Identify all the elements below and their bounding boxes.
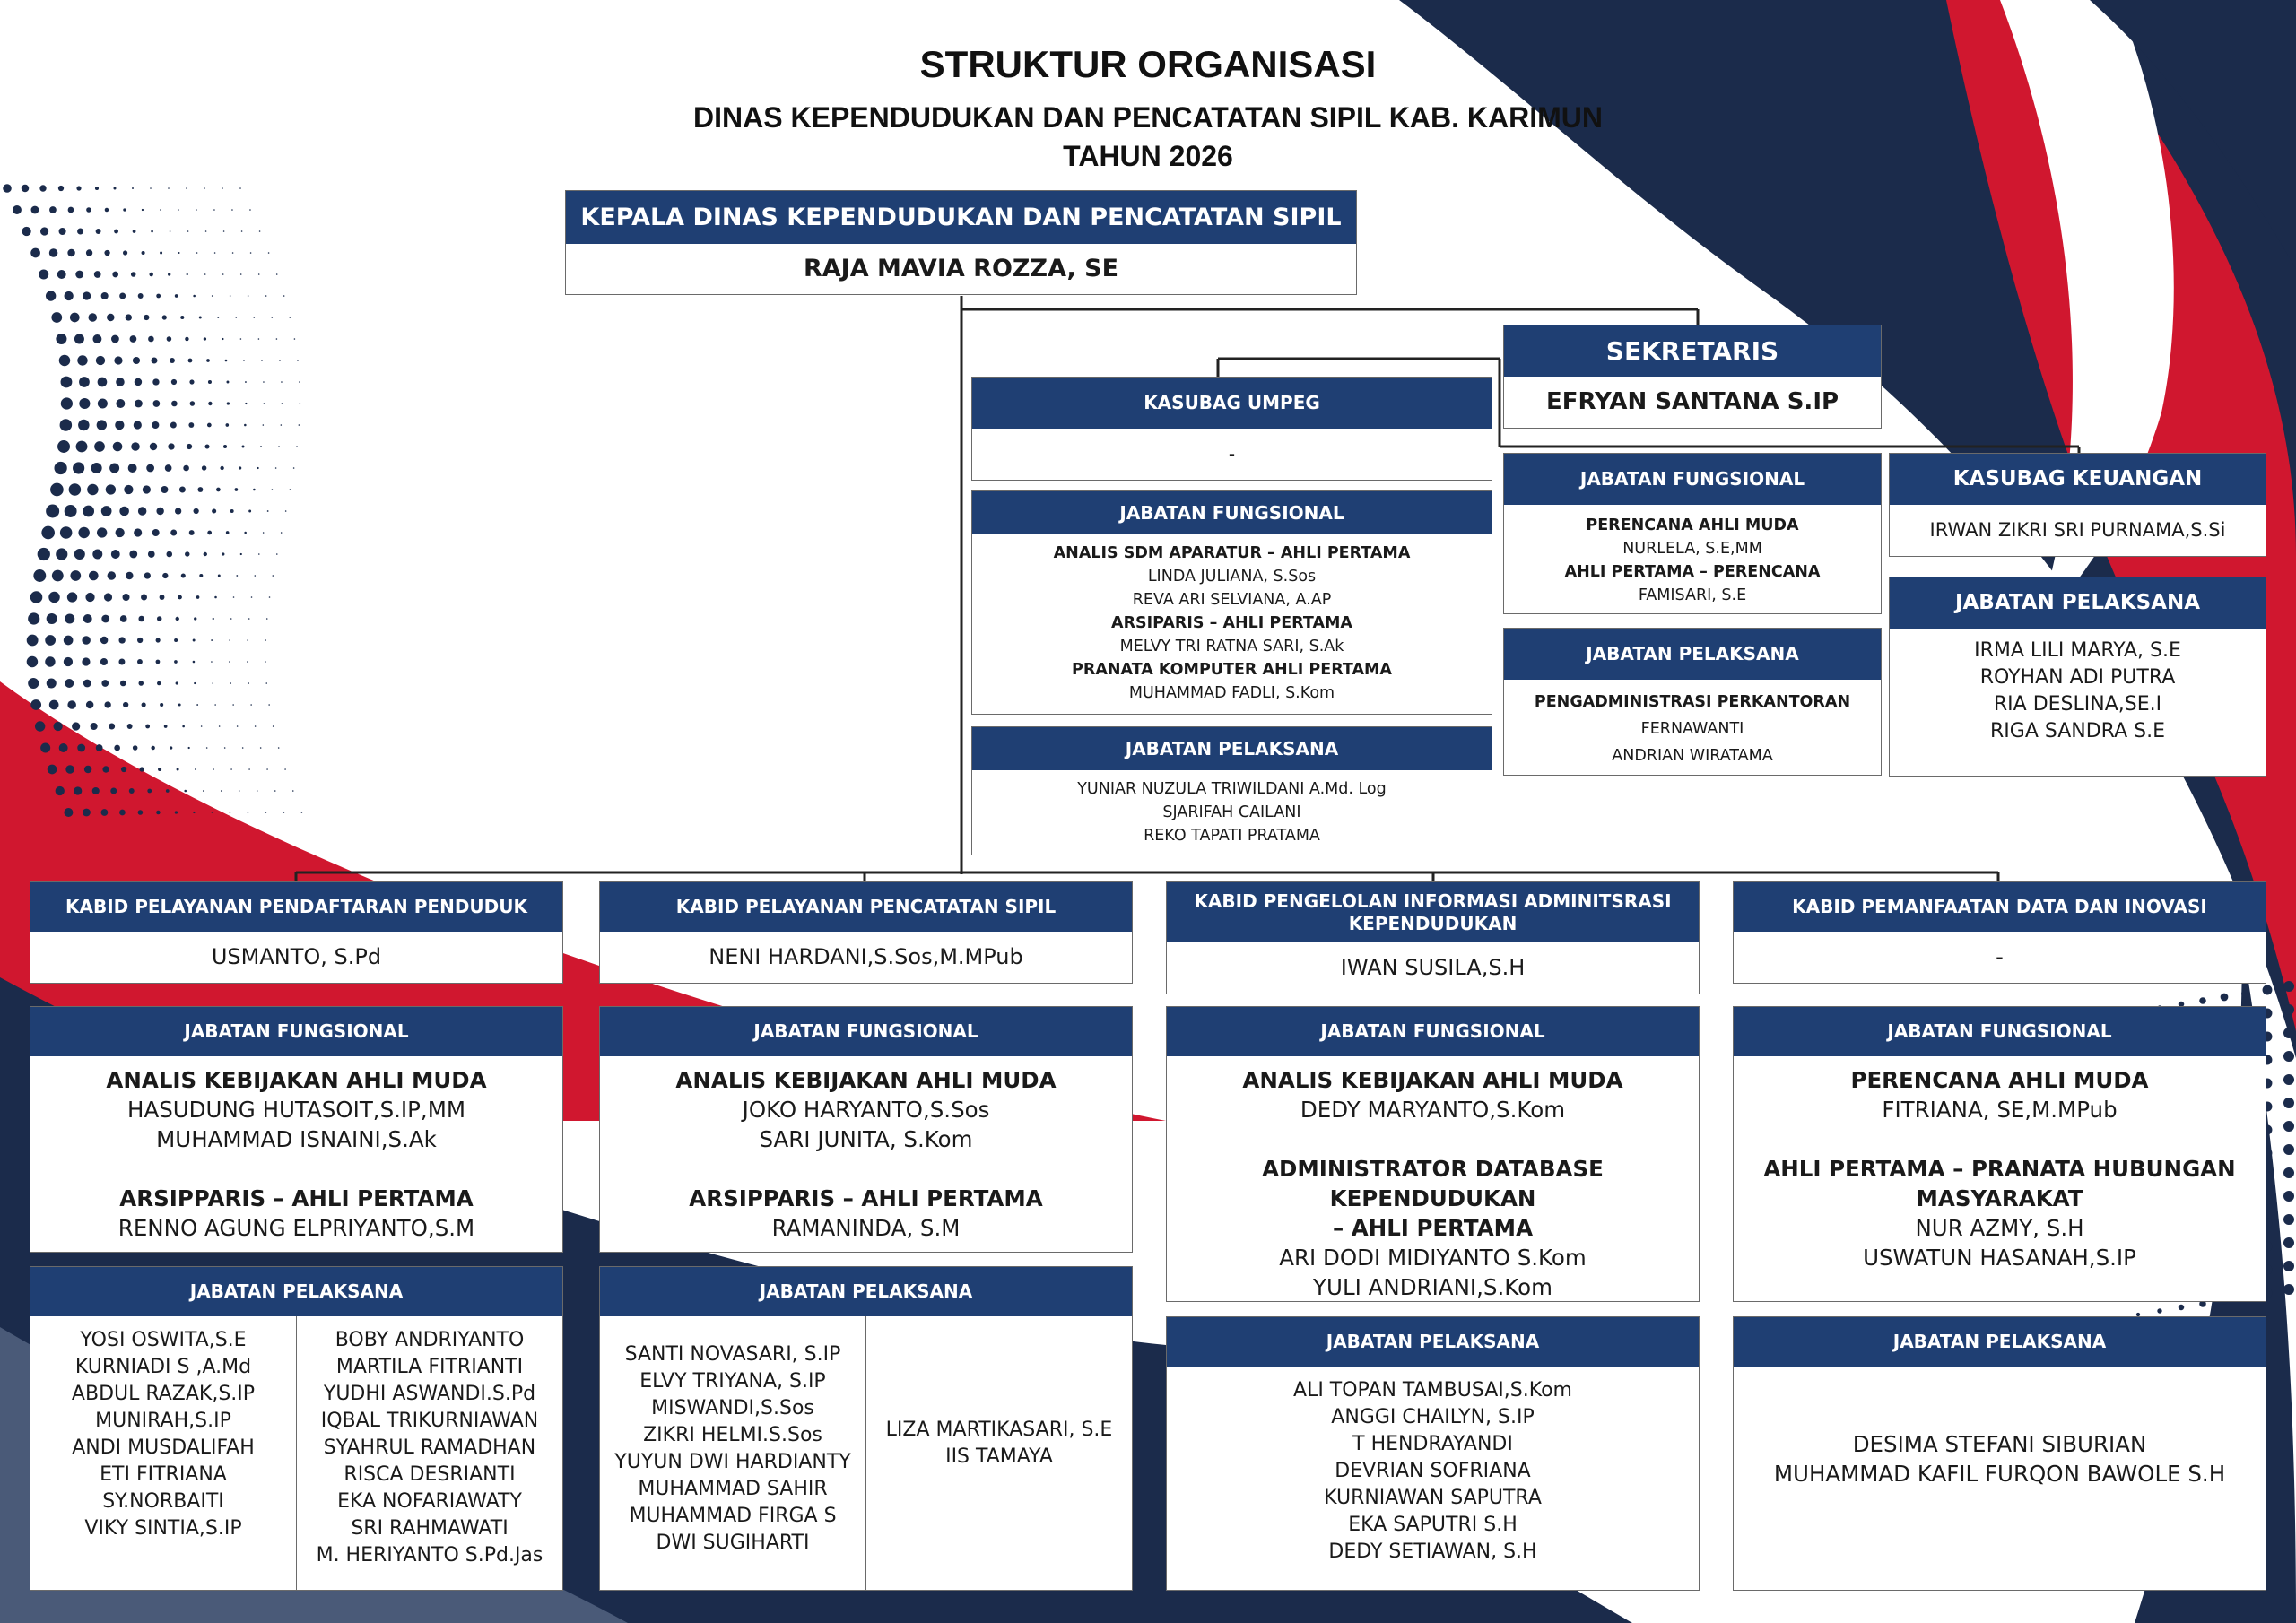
kasubag-keuangan-name: IRWAN ZIKRI SRI PURNAMA,S.Si <box>1929 519 2226 541</box>
list-item <box>1167 1124 1699 1154</box>
list-item: PRANATA KOMPUTER AHLI PERTAMA <box>1072 661 1392 679</box>
list-item: MUNIRAH,S.IP <box>95 1410 231 1432</box>
list-item: SARI JUNITA, S.Kom <box>759 1126 973 1152</box>
list-item: DESIMA STEFANI SIBURIAN <box>1852 1431 2147 1457</box>
list-item: BOBY ANDRIYANTO <box>335 1329 525 1351</box>
list-item: RENNO AGUNG ELPRIYANTO,S.M <box>117 1215 475 1241</box>
kabid-1-title: KABID PELAYANAN PENDAFTARAN PENDUDUK <box>30 882 562 932</box>
list-item: MARTILA FITRIANTI <box>335 1356 524 1378</box>
kabid-2-fungsional-list <box>600 1056 1132 1243</box>
kepala-dinas-box <box>565 190 1357 295</box>
kabid-4-fungsional-title: JABATAN FUNGSIONAL <box>1734 1007 2266 1056</box>
list-item: NURLELA, S.E,MM <box>1622 540 1762 558</box>
kabid-pendaftaran-box <box>30 881 563 984</box>
umpeg-pelaksana-box <box>971 726 1492 855</box>
umpeg-fungsional-box <box>971 490 1492 715</box>
kabid-2-pelaksana-title: JABATAN PELAKSANA <box>600 1267 1132 1316</box>
sekretaris-fungsional-list <box>1504 505 1881 607</box>
list-item: ADMINISTRATOR DATABASE KEPENDUDUKAN <box>1262 1156 1604 1211</box>
list-item: SANTI NOVASARI, S.IP <box>624 1343 841 1366</box>
list-item: PERENCANA AHLI MUDA <box>1586 516 1799 534</box>
list-item: EKA NOFARIAWATY <box>337 1490 522 1513</box>
list-item: ANDRIAN WIRATAMA <box>1612 747 1773 765</box>
kasubag-keuangan-title: KASUBAG KEUANGAN <box>1890 454 2266 505</box>
list-item: YULI ANDRIANI,S.Kom <box>1313 1274 1552 1300</box>
list-item: MUHAMMAD FADLI, S.Kom <box>1128 684 1335 702</box>
list-item: IIS TAMAYA <box>945 1445 1053 1468</box>
list-item: REVA ARI SELVIANA, A.AP <box>1132 591 1332 609</box>
list-item: ANALIS KEBIJAKAN AHLI MUDA <box>1242 1067 1623 1093</box>
kabid-3-title: KABID PENGELOLAN INFORMASI ADMINITSRASI KEPENDUDUKAN <box>1167 882 1699 942</box>
list-item: SYAHRUL RAMADHAN <box>323 1436 536 1459</box>
kepala-dinas-name: RAJA MAVIA ROZZA, SE <box>803 255 1119 282</box>
list-item: ROYHAN ADI PUTRA <box>1979 666 2176 689</box>
sekretaris-fungsional-title: JABATAN FUNGSIONAL <box>1504 454 1881 505</box>
kabid-1-name: USMANTO, S.Pd <box>211 944 382 969</box>
list-item: YUYUN DWI HARDIANTY <box>614 1451 851 1473</box>
umpeg-pelaksana-title: JABATAN PELAKSANA <box>972 727 1492 770</box>
kabid-2-title: KABID PELAYANAN PENCATATAN SIPIL <box>600 882 1132 932</box>
umpeg-pelaksana-list <box>972 770 1492 847</box>
list-item: HASUDUNG HUTASOIT,S.IP,MM <box>127 1097 465 1123</box>
kabid-3-fungsional-list <box>1167 1056 1699 1302</box>
kasubag-umpeg-title: KASUBAG UMPEG <box>972 378 1492 429</box>
list-item: DEVRIAN SOFRIANA <box>1335 1460 1531 1482</box>
list-item: MUHAMMAD ISNAINI,S.Ak <box>156 1126 437 1152</box>
kabid-2-fungsional-box <box>599 1006 1133 1253</box>
list-item: MUHAMMAD FIRGA S <box>629 1505 837 1527</box>
list-item: ZIKRI HELMI.S.Sos <box>643 1424 822 1446</box>
kabid-4-pelaksana-list <box>1734 1367 2266 1488</box>
sekretaris-pelaksana-title: JABATAN PELAKSANA <box>1504 629 1881 680</box>
kabid-1-pelaksana-box <box>30 1266 563 1591</box>
kabid-pemanfaatan-box <box>1733 881 2266 984</box>
list-item: ANALIS KEBIJAKAN AHLI MUDA <box>675 1067 1057 1093</box>
kabid-3-pelaksana-box <box>1166 1316 1700 1591</box>
list-item: EKA SAPUTRI S.H <box>1348 1514 1518 1536</box>
list-item: PENGADMINISTRASI PERKANTORAN <box>1534 693 1851 711</box>
list-item: ALI TOPAN TAMBUSAI,S.Kom <box>1293 1379 1572 1402</box>
keuangan-pelaksana-list <box>1890 629 2266 745</box>
list-item <box>30 1154 562 1184</box>
list-item: RIGA SANDRA S.E <box>1990 720 2165 742</box>
kabid-3-fungsional-title: JABATAN FUNGSIONAL <box>1167 1007 1699 1056</box>
kabid-2-pelaksana-col-1 <box>600 1316 865 1590</box>
list-item: YUNIAR NUZULA TRIWILDANI A.Md. Log <box>1077 780 1387 798</box>
list-item: ANGGI CHAILYN, S.IP <box>1331 1406 1535 1428</box>
sekretaris-box <box>1503 325 1882 429</box>
list-item: IQBAL TRIKURNIAWAN <box>320 1410 539 1432</box>
kabid-4-title: KABID PEMANFAATAN DATA DAN INOVASI <box>1734 882 2266 932</box>
kabid-2-pelaksana-col-2 <box>865 1316 1132 1590</box>
list-item: DEDY SETIAWAN, S.H <box>1328 1541 1537 1563</box>
kepala-dinas-title: KEPALA DINAS KEPENDUDUKAN DAN PENCATATAN SIPIL <box>566 191 1356 244</box>
kasubag-keuangan-box <box>1889 453 2266 557</box>
list-item: LINDA JULIANA, S.Sos <box>1147 568 1317 586</box>
list-item: SRI RAHMAWATI <box>351 1517 509 1540</box>
sekretaris-name: EFRYAN SANTANA S.IP <box>1545 388 1839 415</box>
list-item: YUDHI ASWANDI.S.Pd <box>323 1383 536 1405</box>
list-item: RAMANINDA, S.M <box>771 1215 961 1241</box>
keuangan-pelaksana-box <box>1889 577 2266 777</box>
list-item: YOSI OSWITA,S.E <box>80 1329 247 1351</box>
list-item: PERENCANA AHLI MUDA <box>1850 1067 2149 1093</box>
list-item: AHLI PERTAMA – PRANATA HUBUNGAN <box>1763 1156 2236 1182</box>
list-item: JOKO HARYANTO,S.Sos <box>742 1097 990 1123</box>
list-item: MISWANDI,S.Sos <box>651 1397 814 1419</box>
list-item: M. HERIYANTO S.Pd.Jas <box>316 1544 544 1567</box>
kabid-4-name: - <box>1996 944 2004 969</box>
umpeg-fungsional-list <box>972 534 1492 705</box>
list-item: MUHAMMAD KAFIL FURQON BAWOLE S.H <box>1773 1461 2226 1487</box>
list-item: DEDY MARYANTO,S.Kom <box>1300 1097 1566 1123</box>
page-year: TAHUN 2026 <box>1063 140 1233 172</box>
list-item: KURNIADI S ,A.Md <box>74 1356 252 1378</box>
list-item: T HENDRAYANDI <box>1352 1433 1513 1455</box>
kabid-4-fungsional-box <box>1733 1006 2266 1302</box>
list-item: KURNIAWAN SAPUTRA <box>1324 1487 1542 1509</box>
list-item: FAMISARI, S.E <box>1638 586 1747 604</box>
kabid-1-fungsional-box <box>30 1006 563 1253</box>
kabid-1-fungsional-list <box>30 1056 562 1243</box>
list-item: ANALIS SDM APARATUR – AHLI PERTAMA <box>1053 544 1411 562</box>
list-item: FITRIANA, SE,M.MPub <box>1882 1097 2118 1123</box>
kabid-1-fungsional-title: JABATAN FUNGSIONAL <box>30 1007 562 1056</box>
sekretaris-pelaksana-list <box>1504 680 1881 769</box>
kabid-3-pelaksana-title: JABATAN PELAKSANA <box>1167 1317 1699 1367</box>
list-item: AHLI PERTAMA – PERENCANA <box>1564 563 1821 581</box>
kabid-2-name: NENI HARDANI,S.Sos,M.MPub <box>709 944 1023 969</box>
list-item <box>1734 1124 2266 1154</box>
list-item: REKO TAPATI PRATAMA <box>1144 827 1320 845</box>
list-item: RISCA DESRIANTI <box>344 1463 516 1486</box>
list-item: FERNAWANTI <box>1640 720 1744 738</box>
list-item: MASYARAKAT <box>1916 1185 2083 1211</box>
list-item: DWI SUGIHARTI <box>656 1532 810 1554</box>
list-item: SY.NORBAITI <box>102 1490 224 1513</box>
kabid-4-pelaksana-title: JABATAN PELAKSANA <box>1734 1317 2266 1367</box>
list-item: ARI DODI MIDIYANTO S.Kom <box>1279 1245 1587 1271</box>
umpeg-fungsional-title: JABATAN FUNGSIONAL <box>972 491 1492 534</box>
list-item: ARSIPPARIS – AHLI PERTAMA <box>689 1185 1043 1211</box>
list-item: ARSIPPARIS – AHLI PERTAMA <box>119 1185 474 1211</box>
kabid-informasi-box <box>1166 881 1700 994</box>
page-title: STRUKTUR ORGANISASI <box>919 43 1377 85</box>
sekretaris-fungsional-box <box>1503 453 1882 614</box>
kabid-2-fungsional-title: JABATAN FUNGSIONAL <box>600 1007 1132 1056</box>
sekretaris-pelaksana-box <box>1503 628 1882 776</box>
list-item: IRMA LILI MARYA, S.E <box>1974 639 2181 662</box>
list-item: ARSIPARIS – AHLI PERTAMA <box>1111 614 1352 632</box>
kabid-2-pelaksana-box <box>599 1266 1133 1591</box>
keuangan-pelaksana-title: JABATAN PELAKSANA <box>1890 577 2266 629</box>
kabid-1-pelaksana-col-2 <box>296 1316 562 1590</box>
kabid-3-fungsional-box <box>1166 1006 1700 1302</box>
list-item: – AHLI PERTAMA <box>1332 1215 1534 1241</box>
kabid-3-name: IWAN SUSILA,S.H <box>1340 955 1526 980</box>
kabid-4-pelaksana-box <box>1733 1316 2266 1591</box>
kasubag-umpeg-box <box>971 377 1492 481</box>
list-item: RIA DESLINA,SE.I <box>1993 693 2162 716</box>
list-item: VIKY SINTIA,S.IP <box>84 1517 242 1540</box>
sekretaris-title: SEKRETARIS <box>1504 325 1881 377</box>
list-item: ABDUL RAZAK,S.IP <box>71 1383 256 1405</box>
list-item: ELVY TRIYANA, S.IP <box>639 1370 826 1393</box>
list-item: ANDI MUSDALIFAH <box>72 1436 255 1459</box>
kabid-4-fungsional-list <box>1734 1056 2266 1272</box>
list-item: LIZA MARTIKASARI, S.E <box>885 1419 1113 1441</box>
list-item: ETI FITRIANA <box>100 1463 227 1486</box>
kabid-3-pelaksana-list <box>1167 1367 1699 1566</box>
list-item <box>600 1154 1132 1184</box>
list-item: ANALIS KEBIJAKAN AHLI MUDA <box>106 1067 487 1093</box>
list-item: USWATUN HASANAH,S.IP <box>1863 1245 2136 1271</box>
kabid-1-pelaksana-title: JABATAN PELAKSANA <box>30 1267 562 1316</box>
kabid-1-pelaksana-col-1 <box>30 1316 296 1590</box>
kasubag-umpeg-name: - <box>1228 443 1236 464</box>
list-item: MELVY TRI RATNA SARI, S.Ak <box>1119 638 1344 655</box>
list-item: MUHAMMAD SAHIR <box>638 1478 828 1500</box>
kabid-pencatatan-box <box>599 881 1133 984</box>
list-item: NUR AZMY, S.H <box>1915 1215 2084 1241</box>
page-subtitle: DINAS KEPENDUDUKAN DAN PENCATATAN SIPIL KAB. KARIMUN <box>693 101 1603 134</box>
list-item: SJARIFAH CAILANI <box>1162 803 1301 821</box>
